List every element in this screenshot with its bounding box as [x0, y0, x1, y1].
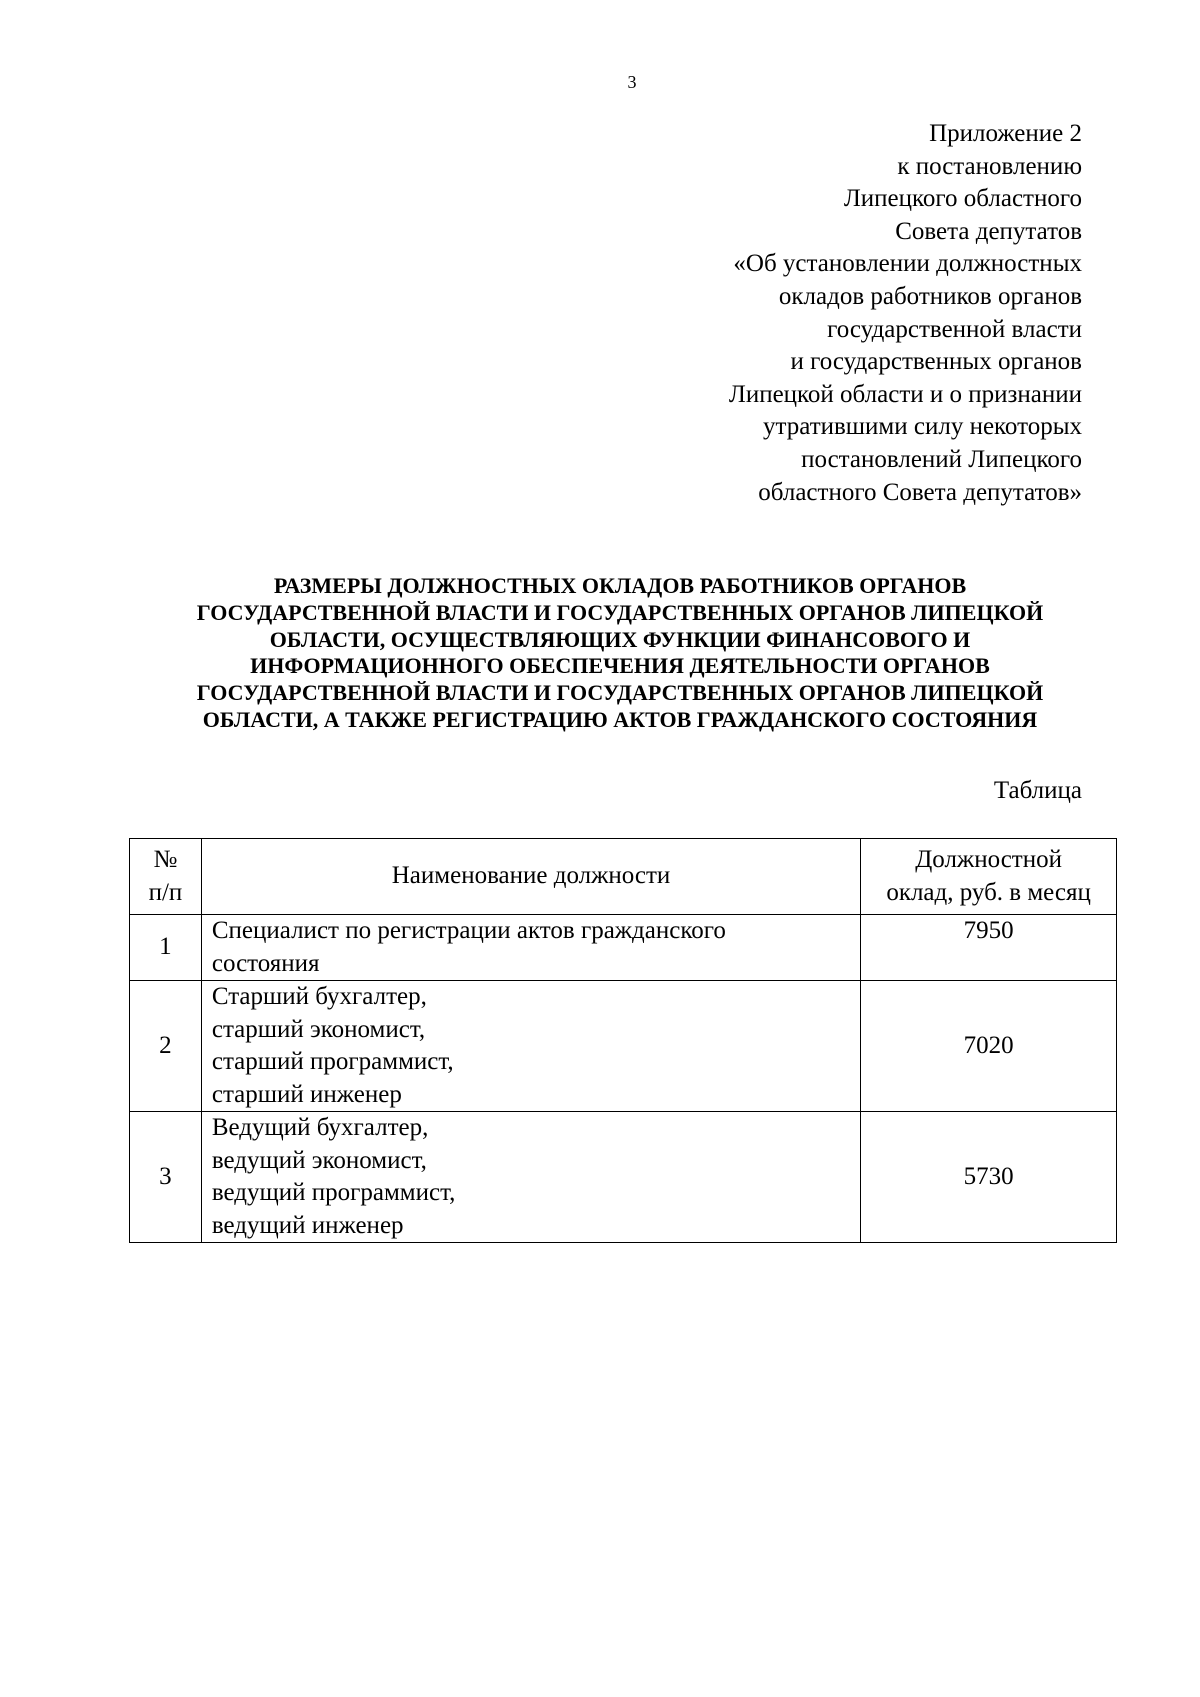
row-salary: 7020: [861, 981, 1117, 1112]
header-position: Наименование должности: [201, 839, 860, 915]
header-salary-line2: оклад, руб. в месяц: [886, 878, 1091, 906]
appendix-line: постановлений Липецкого: [801, 445, 1082, 473]
appendix-line: Липецкой области и о признании: [728, 380, 1082, 408]
position-line: старший инженер: [211, 1080, 402, 1108]
title-line: ИНФОРМАЦИОННОГО ОБЕСПЕЧЕНИЯ ДЕЯТЕЛЬНОСТИ ОРГАНОВ: [250, 653, 990, 679]
title-line: ГОСУДАРСТВЕННОЙ ВЛАСТИ И ГОСУДАРСТВЕННЫХ ОРГАНОВ ЛИПЕЦКОЙ: [196, 680, 1044, 706]
position-line: Старший бухгалтер,: [211, 983, 427, 1010]
header-number-symbol: №: [153, 846, 178, 873]
title-line: ГОСУДАРСТВЕННОЙ ВЛАСТИ И ГОСУДАРСТВЕННЫХ ОРГАНОВ ЛИПЕЦКОЙ: [196, 599, 1044, 625]
header-number-abbr: п/п: [148, 878, 183, 906]
position-line: ведущий программист,: [211, 1179, 456, 1206]
table-row: [130, 981, 1117, 1112]
appendix-line: Липецкого областного: [843, 185, 1082, 213]
appendix-line: Совета депутатов: [895, 217, 1082, 245]
appendix-line: «Об установлении должностных: [733, 250, 1082, 278]
appendix-line: областного Совета депутатов»: [758, 478, 1082, 506]
row-number: 3: [130, 1112, 202, 1243]
appendix-line: утратившими силу некоторых: [763, 413, 1082, 441]
page-number: 3: [627, 72, 637, 92]
table-header-row: [130, 839, 1117, 915]
row-position: [201, 981, 860, 1112]
title-line: РАЗМЕРЫ ДОЛЖНОСТНЫХ ОКЛАДОВ РАБОТНИКОВ ОРГАНОВ: [273, 573, 967, 598]
header-number: [130, 839, 202, 915]
title-line: ОБЛАСТИ, А ТАКЖЕ РЕГИСТРАЦИЮ АКТОВ ГРАЖДАНСКОГО СОСТОЯНИЯ: [202, 706, 1038, 732]
table-label: Таблица: [993, 777, 1082, 804]
title-line: ОБЛАСТИ, ОСУЩЕСТВЛЯЮЩИХ ФУНКЦИИ ФИНАНСОВОГО И: [269, 626, 971, 652]
row-salary: 7950: [861, 915, 1117, 981]
table-row: [130, 1112, 1117, 1243]
row-number: 1: [130, 915, 202, 981]
appendix-reference: [729, 118, 1082, 509]
position-line: старший экономист,: [211, 1015, 426, 1043]
table-row: [130, 915, 1117, 981]
appendix-line: к постановлению: [897, 152, 1082, 180]
row-position: [201, 1112, 860, 1243]
position-line: Ведущий бухгалтер,: [211, 1114, 429, 1141]
position-line: ведущий инженер: [211, 1211, 404, 1239]
row-position: [201, 915, 860, 981]
salary-table: [129, 838, 1117, 1243]
position-line: старший программист,: [211, 1048, 454, 1075]
position-line: Специалист по регистрации актов гражданского: [211, 917, 726, 944]
appendix-line: окладов работников органов: [778, 282, 1082, 310]
appendix-line: и государственных органов: [790, 348, 1082, 376]
row-salary: 5730: [861, 1112, 1117, 1243]
appendix-line: государственной власти: [827, 315, 1082, 343]
header-salary-line1: Должностной: [915, 846, 1062, 873]
header-salary: [861, 839, 1117, 915]
position-line: ведущий экономист,: [211, 1146, 427, 1174]
position-line: состояния: [211, 949, 320, 977]
document-title: [128, 573, 1112, 734]
appendix-line: Приложение 2: [929, 120, 1082, 147]
row-number: 2: [130, 981, 202, 1112]
